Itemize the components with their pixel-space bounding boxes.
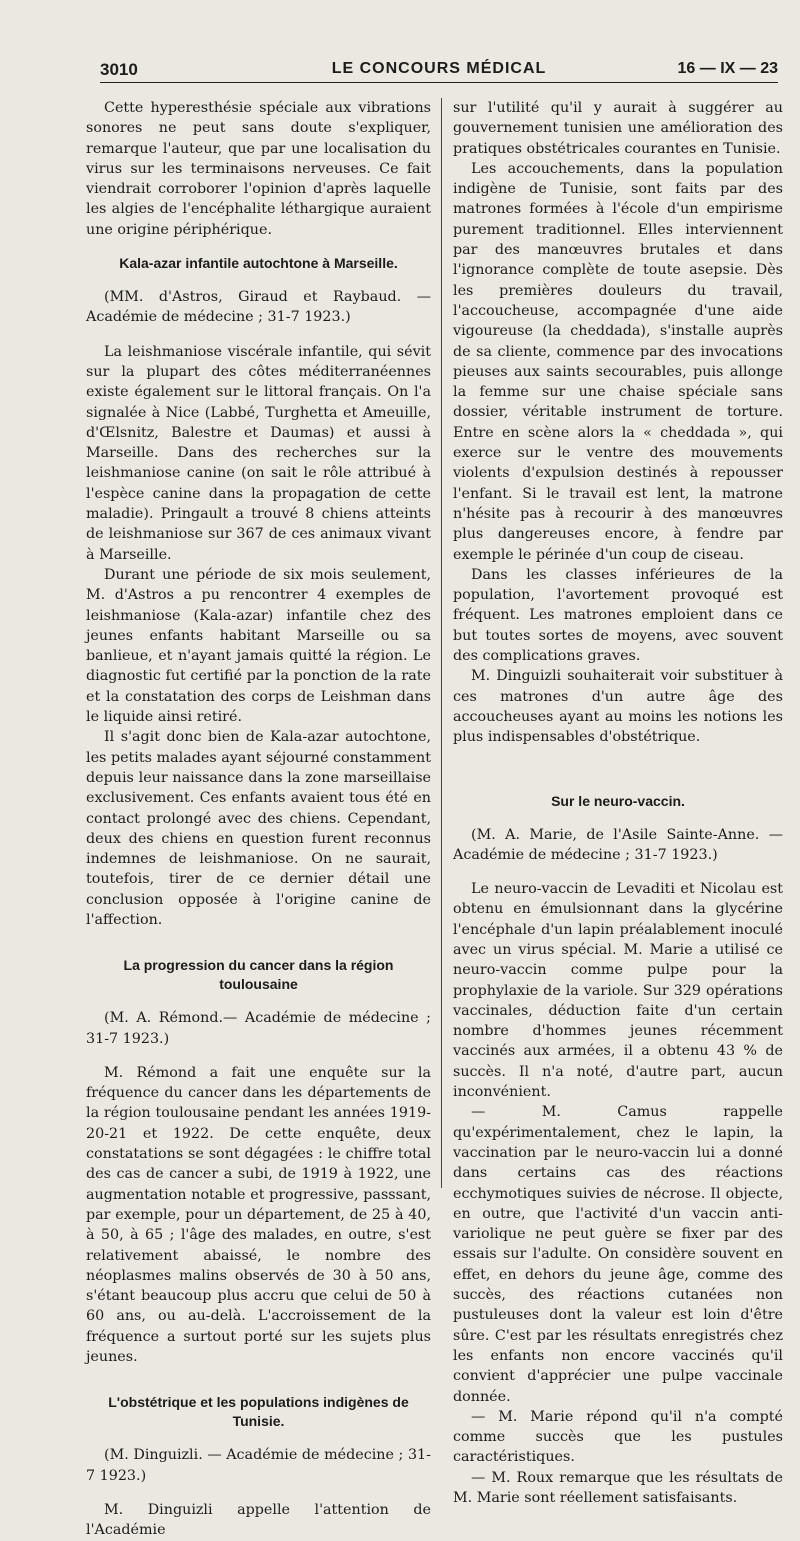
section-paragraph: Les accouchements, dans la population indigène de Tunisie, sont faits par des matrones formées à l'école d'un empirisme purement traditionnel. Elles interviennent par des manœuvres brutales et dans l'ignorance complète de toute asepsie. Dès les premières douleurs du travail, l'accoucheuse, accompagnée d'une aide vigoureuse (la cheddada), s'installe auprès de sa cliente, commence par des invocations pieuses aux saints secourables, puis allonge la femme sur une chaise spéciale sans dossier, véritable instrument de torture. Entre en scène alors la « cheddada », qui exerce sur le ventre des mouvements violents d'expulsion destinés à repousser l'enfant. Si le travail est lent, la matrone n'hésite pas à recourir à des manœuvres plus dangereuses encore, à fendre par exemple le périnée d'un coup de ciseau. [453,160,783,563]
column-rule [441,98,442,1188]
section-title-line: toulousaine [219,976,298,993]
section-title-line: La progression du cancer dans la région [123,957,394,974]
section-paragraph: Il s'agit donc bien de Kala-azar autochtone, les petits malades ayant séjourné constamment depuis leur naissance dans la zone marseillaise exclusivement. Ces enfants avaient tous été en contact prolongé avec des chiens. Cependant, deux des chiens en question furent reconnus indemnes de leishmaniose. On ne saurait, toutefois, tirer de ce dernier détail une conclusion opposée à l'origine canine de l'affection. [86,729,431,928]
running-header [100,58,778,83]
intro-paragraph: Cette hyperesthésie spéciale aux vibrations sonores ne peut sans doute s'expliquer, remarque l'auteur, que par une localisation du virus sur les terminaisons nerveuses. Ce fait viendrait corroborer l'opinion d'après laquelle les algies de l'encéphalite léthargique auraient une origine périphérique. [86,100,431,238]
section-paragraph: La leishmaniose viscérale infantile, qui sévit sur la plupart des côtes méditerranéennes existe également sur le littoral français. On l'a signalée à Nice (Labbé, Turghetta et Ameuille, d'Œlsnitz, Balestre et Daumas) et aussi à Marseille. Dans des recherches sur la leishmaniose canine (on sait le rôle attribué à l'espèce canine dans la propagation de cette maladie). Pringault a trouvé 8 chiens atteints de leishmaniose sur 367 de ces animaux vivant à Marseille. [86,343,431,563]
section-paragraph: — M. Marie répond qu'il n'a compté comme succès que les pustules caractéristiques. [453,1408,783,1466]
issue-date: 16 — IX — 23 [677,60,778,77]
section-reference: (MM. d'Astros, Giraud et Raybaud. — Académie de médecine ; 31-7 1923.) [86,289,431,326]
section-paragraph: Le neuro-vaccin de Levaditi et Nicolau est obtenu en émulsionnant dans la glycérine l'encéphale d'un lapin préalablement inoculé avec un virus spécial. M. Marie a utilisé ce neuro-vaccin comme pulpe pour la prophylaxie de la variole. Sur 329 opérations vaccinales, déduction faite d'un certain nombre d'hommes jeunes récemment vaccinés aux armées, il a obtenu 43 % de succès. Il n'a noté, d'autre part, aucun inconvénient. [453,881,783,1101]
continuation-paragraph: sur l'utilité qu'il y aurait à suggérer au gouvernement tunisien une amélioration des pratiques obstétricales courantes en Tunisie. [453,100,783,157]
section-reference: (M. Dinguizli. — Académie de médecine ; 31-7 1923.) [86,1447,431,1484]
section-paragraph: — M. Roux remarque que les résultats de M. Marie sont réellement satisfaisants. [453,1469,783,1506]
section-paragraph: Dans les classes inférieures de la population, l'avortement provoqué est fréquent. Les matrones emploient dans ce but toutes sortes de moyens, avec souvent des complications graves. [453,566,783,665]
journal-title: LE CONCOURS MÉDICAL [331,60,547,77]
right-column [453,98,783,1508]
section-title-obstetrique: L'obstétrique et les populations indigènes de Tunisie. [108,1394,409,1430]
page-number: 3010 [100,60,138,79]
section-paragraph: Durant une période de six mois seulement, M. d'Astros a pu rencontrer 4 exemples de leishmaniose (Kala-azar) infantile chez des jeunes enfants habitant Marseille ou sa banlieue, et n'ayant jamais quitté la région. Le diagnostic fut certifié par la ponction de la rate et la constatation des corps de Leishman dans le liquide ainsi retiré. [86,566,431,726]
section-title-neuro-vaccin: Sur le neuro-vaccin. [551,792,685,809]
section-paragraph: — M. Camus rappelle qu'expérimentalement, chez le lapin, la vaccination par le neuro-vaccin lui a donné dans certains cas des réactions ecchymotiques suivies de nécrose. Il objecte, en outre, que l'activité d'un vaccin anti-variolique ne peut guère se fixer par des essais sur l'adulte. On considère souvent en effet, en dehors du jeune âge, comme des succès, des réactions cutanées non pustuleuses dont la valeur est loin d'être sûre. C'est par les résultats enregistrés chez les enfants non encore vaccinés qu'il convient d'apprécier une pulpe vaccinale donnée. [453,1104,783,1405]
section-reference: (M. A. Rémond.— Académie de médecine ; 31-7 1923.) [86,1010,431,1047]
section-paragraph: M. Dinguizli souhaiterait voir substituer à ces matrones d'un autre âge des accoucheuses ayant au moins les notions les plus indispensables d'obstétrique. [453,668,783,746]
section-title-kala-azar: Kala-azar infantile autochtone à Marseille. [119,255,398,272]
section-title-cancer [86,956,431,994]
section-paragraph: M. Rémond a fait une enquête sur la fréquence du cancer dans les départements de la région toulousaine pendant les années 1919-20-21 et 1922. De cette enquête, deux constatations se sont dégagées : le chiffre total des cas de cancer a subi, de 1919 à 1922, une augmentation notable et progressive, passsant, par exemple, pour un département, de 25 à 40, à 50, à 65 ; l'âge des malades, en outre, s'est relativement abaissé, le nombre des néoplasmes malins observés de 30 à 50 ans, s'étant beaucoup plus accru que celui de 50 à 60 ans, ou au-delà. L'accroissement de la fréquence a surtout porté sur les sujets plus jeunes. [86,1064,431,1366]
left-column [86,98,431,1541]
section-paragraph: M. Dinguizli appelle l'attention de l'Académie [86,1501,431,1539]
section-reference: (M. A. Marie, de l'Asile Sainte-Anne. — Académie de médecine ; 31-7 1923.) [453,826,783,863]
